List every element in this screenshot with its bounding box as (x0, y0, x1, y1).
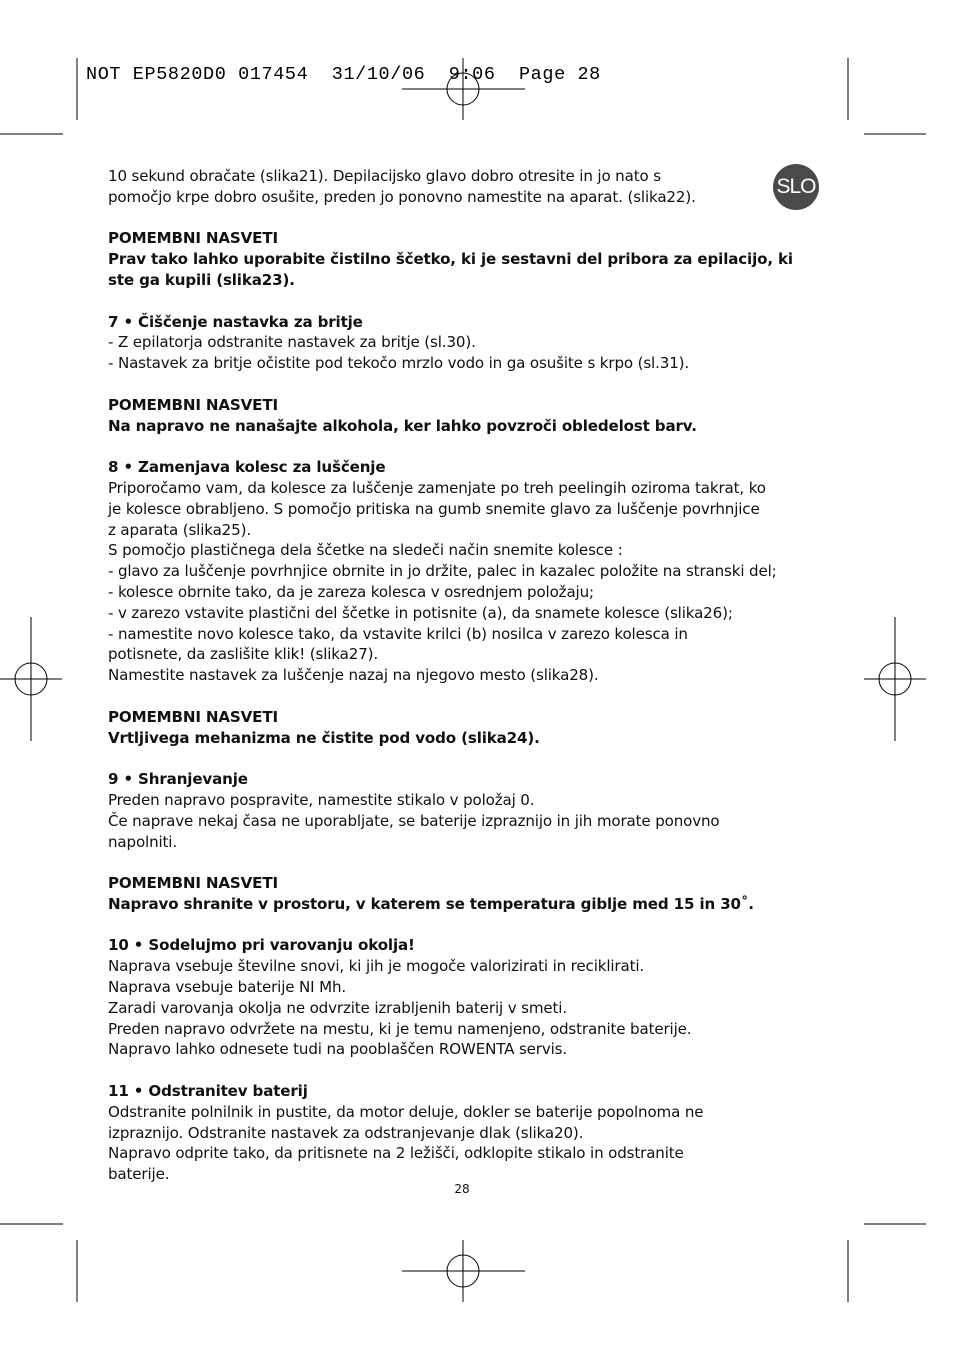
notice-text: ste ga kupili (slika23). (108, 270, 295, 289)
notice-heading: POMEMBNI NASVETI (108, 395, 278, 414)
body-text: 10 sekund obračate (slika21). Depilacijsko glavo dobro otresite in jo nato s (108, 167, 661, 185)
body-text: z aparata (slika25). (108, 520, 251, 539)
notice-heading: POMEMBNI NASVETI (108, 707, 278, 726)
body-text: Priporočamo vam, da kolesce za luščenje zamenjate po treh peelingih oziroma takrat, ko (108, 478, 766, 497)
body-text: Namestite nastavek za luščenje nazaj na njegovo mesto (slika28). (108, 666, 599, 685)
body-text: izpraznijo. Odstranite nastavek za odstranjevanje dlak (slika20). (108, 1123, 584, 1142)
body-text: Če naprave nekaj časa ne uporabljate, se baterije izpraznijo in jih morate ponovno (108, 811, 720, 830)
notice-text: Vrtljivega mehanizma ne čistite pod vodo (slika24). (108, 728, 540, 747)
body-text: - v zarezo vstavite plastični del ščetke in potisnite (a), da snamete kolesce (slika26); (108, 603, 733, 622)
body-text: je kolesce obrabljeno. S pomočjo pritiska na gumb snemite glavo za luščenje povrhnjice (108, 499, 760, 518)
notice-text: Napravo shranite v prostoru, v katerem se temperatura giblje med 15 in 30˚. (108, 894, 754, 913)
body-text: potisnete, da zaslišite klik! (slika27). (108, 645, 379, 664)
body-text: Naprava vsebuje številne snovi, ki jih je mogoče valorizirati in reciklirati. (108, 957, 645, 976)
body-text: Naprava vsebuje baterije NI Mh. (108, 978, 347, 997)
notice-text: Prav tako lahko uporabite čistilno ščetko, ki je sestavni del pribora za epilacijo, ki (108, 250, 793, 269)
body-text: - Nastavek za britje očistite pod tekočo mrzlo vodo in ga osušite s krpo (sl.31). (108, 354, 690, 373)
body-text: pomočjo krpe dobro osušite, preden jo ponovno namestite na aparat. (slika22). (108, 187, 696, 206)
page-number: 28 (454, 1182, 470, 1196)
notice-heading: POMEMBNI NASVETI (108, 229, 278, 248)
body-text: - glavo za luščenje povrhnjice obrnite in jo držite, palec in kazalec položite na stranski del; (108, 562, 777, 581)
body-text: Napravo odprite tako, da pritisnete na 2 ležišči, odklopite stikalo in odstranite (108, 1144, 684, 1163)
body-text: napolniti. (108, 832, 177, 851)
body-text: Preden napravo odvržete na mestu, ki je temu namenjeno, odstranite baterije. (108, 1019, 692, 1038)
section-heading: 8 • Zamenjava kolesc za luščenje (108, 458, 386, 477)
body-text: - namestite novo kolesce tako, da vstavite krilci (b) nosilca v zarezo kolesca in (108, 624, 688, 643)
body-text: - Z epilatorja odstranite nastavek za britje (sl.30). (108, 333, 476, 352)
body-text: S pomočjo plastičnega dela ščetke na sledeči način snemite kolesce : (108, 541, 623, 560)
body-text: Odstranite polnilnik in pustite, da motor deluje, dokler se baterije popolnoma ne (108, 1102, 704, 1121)
body-text: baterije. (108, 1165, 170, 1184)
body-text: Napravo lahko odnesete tudi na pooblaščen ROWENTA servis. (108, 1040, 568, 1059)
notice-text: Na napravo ne nanašajte alkohola, ker lahko povzroči obledelost barv. (108, 416, 697, 435)
section-heading: 9 • Shranjevanje (108, 770, 248, 789)
section-heading: 11 • Odstranitev baterij (108, 1082, 308, 1101)
section-heading: 7 • Čiščenje nastavka za britje (108, 312, 363, 331)
print-slug-header: NOT EP5820D0 017454 31/10/06 9:06 Page 28 (86, 64, 601, 85)
body-text: Zaradi varovanja okolja ne odvrzite izrabljenih baterij v smeti. (108, 998, 567, 1017)
language-badge: SLO (773, 164, 819, 210)
notice-heading: POMEMBNI NASVETI (108, 874, 278, 893)
body-text: - kolesce obrnite tako, da je zareza kolesca v osrednjem položaju; (108, 582, 594, 601)
manual-page-content (108, 166, 824, 1185)
section-heading: 10 • Sodelujmo pri varovanju okolja! (108, 936, 415, 955)
body-text: Preden napravo pospravite, namestite stikalo v položaj 0. (108, 790, 535, 809)
